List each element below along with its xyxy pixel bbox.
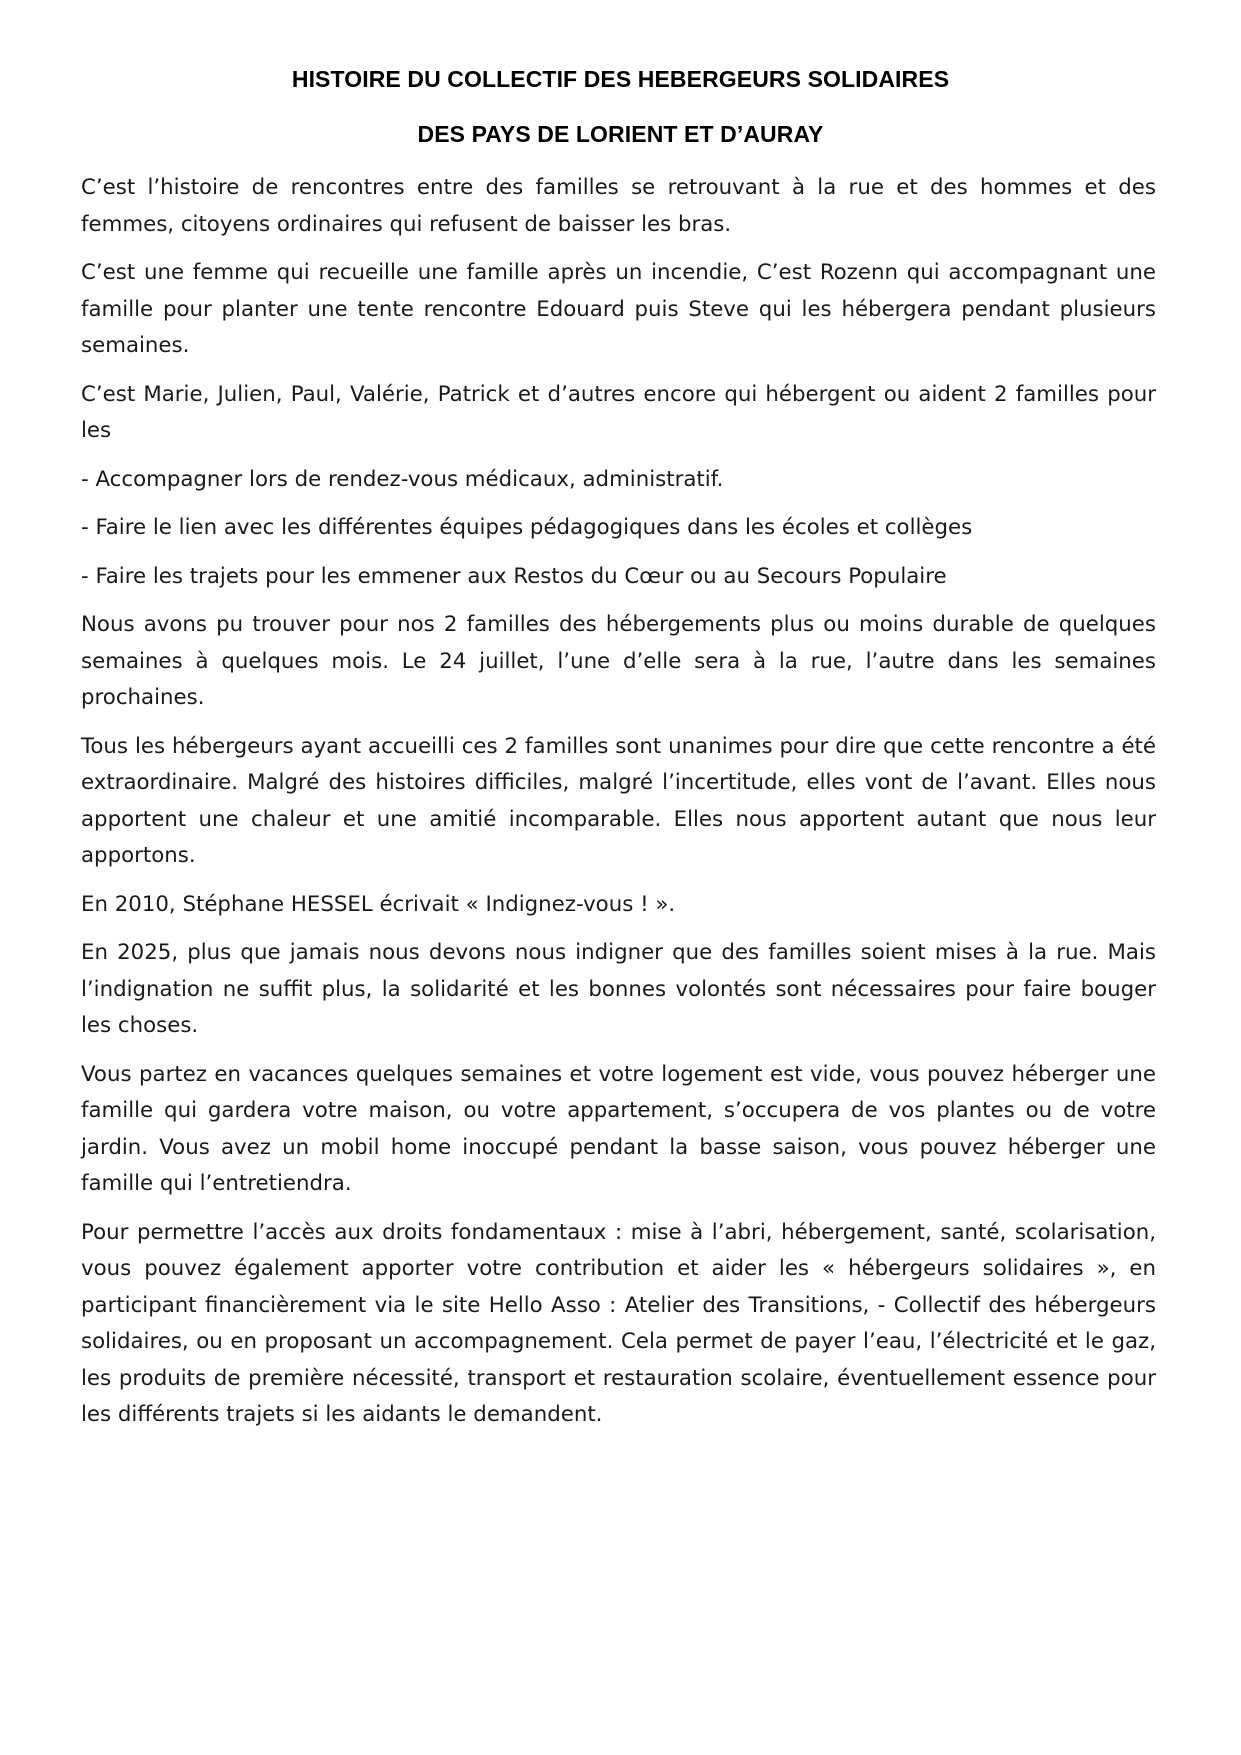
paragraph-hessel: En 2010, Stéphane HESSEL écrivait « Indignez-vous ! ». [81,891,676,917]
paragraph-hosts-testimony: Tous les hébergeurs ayant accueilli ces 2 familles sont unanimes pour dire que cette rencontre a été extraordinaire. Malgré des histoires difficiles, malgré l’incertitude, elles vont de l’avant. Elles nous apportent une chaleur et une amitié incomparable. Elles nous apportent autant que nous leur apportons. [81,733,1156,868]
paragraph-intro: C’est l’histoire de rencontres entre des familles se retrouvant à la rue et des hommes et des femmes, citoyens ordinaires qui refusent de baisser les bras. [81,175,1156,237]
paragraph-contribution: Pour permettre l’accès aux droits fondamentaux : mise à l’abri, hébergement, santé, scolarisation, vous pouvez également apporter votre contribution et aider les « hébergeurs solidaires », en participant financièrement via le site Hello Asso : Atelier des Transitions, - Collectif des hébergeurs solidaires, ou en proposant un accompagnement. Cela permet de payer l’eau, l’électricité et le gaz, les produits de première nécessité, transport et restauration scolaire, éventuellement essence pour les différents trajets si les aidants le demandent. [81,1219,1156,1427]
list-item-trips: - Faire les trajets pour les emmener aux Restos du Cœur ou au Secours Populaire [81,563,947,589]
paragraph-vacation-hosting: Vous partez en vacances quelques semaines et votre logement est vide, vous pouvez héberger une famille qui gardera votre maison, ou votre appartement, s’occupera de vos plantes ou de votre jardin. Vous avez un mobil home inoccupé pendant la basse saison, vous pouvez héberger une famille qui l’entretiendra. [81,1061,1156,1196]
list-item-accompany: - Accompagner lors de rendez-vous médicaux, administratif. [81,466,724,492]
list-item-schools: - Faire le lien avec les différentes équipes pédagogiques dans les écoles et collèges [81,515,973,540]
paragraph-indignation: En 2025, plus que jamais nous devons nous indigner que des familles soient mises à la rue. Mais l’indignation ne suffit plus, la solidarité et les bonnes volontés sont nécessaires pour faire bouger les choses. [81,940,1156,1038]
paragraph-rozenn: C’est une femme qui recueille une famille après un incendie, C’est Rozenn qui accompagnant une famille pour planter une tente rencontre Edouard puis Steve qui les hébergera pendant plusieurs semaines. [81,260,1156,358]
document-title-line-1: HISTOIRE DU COLLECTIF DES HEBERGEURS SOLIDAIRES [291,66,950,92]
document-title-line-2: DES PAYS DE LORIENT ET D’AURAY [417,121,824,147]
paragraph-housing: Nous avons pu trouver pour nos 2 familles des hébergements plus ou moins durable de quelques semaines à quelques mois. Le 24 juillet, l’une d’elle sera à la rue, l’autre dans les semaines prochaines. [81,612,1156,710]
paragraph-hosts: C’est Marie, Julien, Paul, Valérie, Patrick et d’autres encore qui hébergent ou aident 2 familles pour les [81,381,1156,443]
document-body [81,170,1156,1446]
